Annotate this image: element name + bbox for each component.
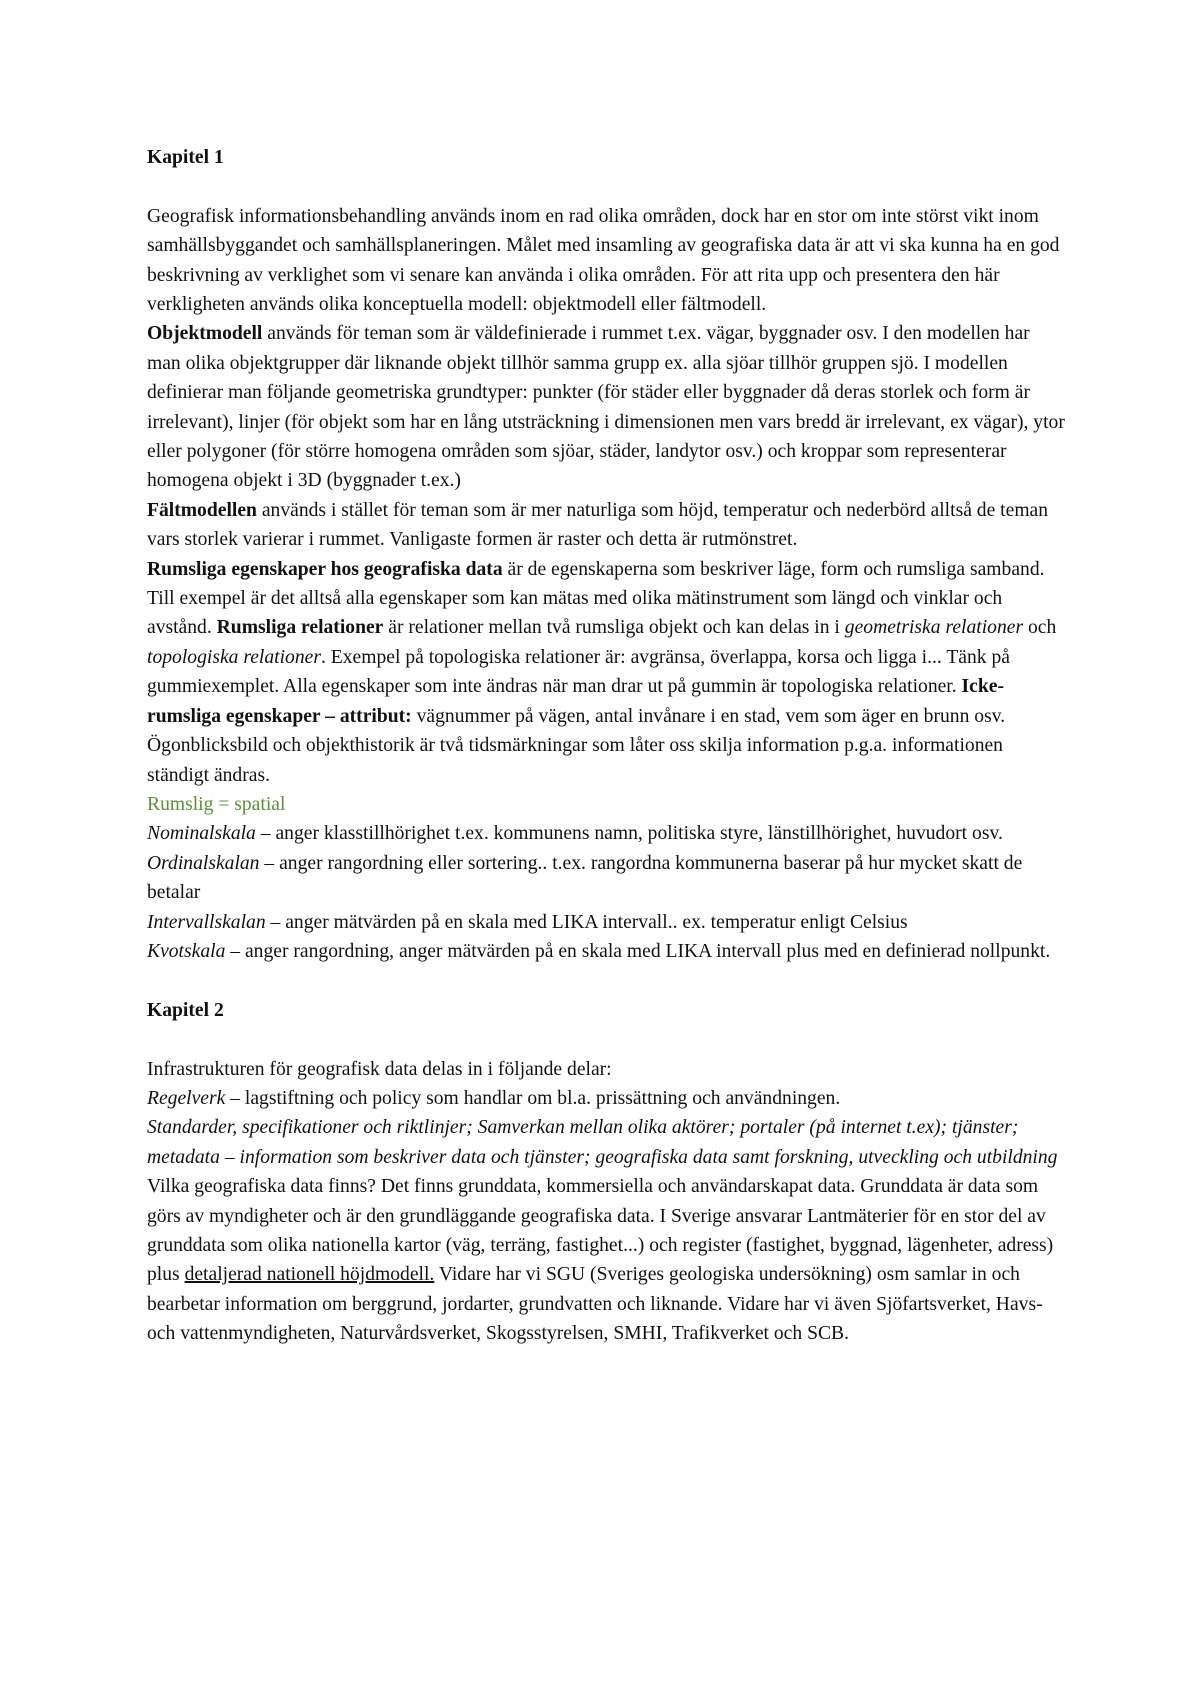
chapter-1-intro-paragraph: Geografisk informationsbehandling används inom en rad olika områden, dock har en stor om inte störst vikt inom samhällsbyggandet och samhällsplaneringen. Målet med insamling av geografiska data är att vi ska kunna ha en god beskrivning av verklighet som vi senare kan använda i olika områden. För att rita upp och presentera den här verkligheten används olika konceptuella modell: objektmodell eller fältmodell. [147, 205, 1060, 316]
regelverk-text: – lagstiftning och policy som handlar om bl.a. prissättning och användningen. [225, 1087, 841, 1109]
scale-text: – anger rangordning eller sortering.. t.ex. rangordna kommunerna baserar på hur mycket skatt de betalar [147, 852, 1023, 904]
rumsliga-egenskaper-term: Rumsliga egenskaper hos geografiska data [147, 558, 503, 580]
topologiska-relationer-term: topologiska relationer [147, 646, 321, 668]
icke-rumsliga-text: vägnummer på vägen, antal invånare i en stad, vem som äger en brunn osv. Ögonblicksbild och objekthistorik är två tidsmärkningar som låter oss skilja information p.g.a. informationen ständigt ändras. [147, 705, 1006, 786]
geometriska-relationer-term: geometriska relationer [844, 617, 1024, 639]
och-connector: och [1023, 617, 1057, 639]
blank-line [147, 1025, 1067, 1054]
objektmodell-text: används för teman som är väldefinierade i rummet t.ex. vägar, byggnader osv. I den modellen har man olika objektgrupper där liknande objekt tillhör samma grupp ex. alla sjöar tillhör gruppen sjö. I modellen definierar man följande geometriska grundtyper: punkter (för städer eller byggnader då deras storlek och form är irrelevant), linjer (för objekt som har en lång utsträckning i dimensionen men vars bredd är irrelevant, ex vägar), ytor eller polygoner (för större homogena områden som sjöar, städer, landytor osv.) och kroppar som representerar homogena objekt i 3D (byggnader t.ex.) [147, 323, 1065, 492]
scale-text: – anger mätvärden på en skala med LIKA intervall.. ex. temperatur enligt Celsius [265, 911, 908, 933]
rumsliga-relationer-text: är relationer mellan två rumsliga objekt och kan delas in i [383, 617, 845, 639]
scale-item [147, 819, 1067, 848]
chapter-2-heading: Kapitel 2 [147, 999, 224, 1021]
blank-line [147, 966, 1067, 995]
chapter-2-intro: Infrastrukturen för geografisk data delas in i följande delar: [147, 1058, 612, 1080]
rumslig-spatial-note: Rumslig = spatial [147, 793, 286, 815]
scale-item [147, 849, 1067, 908]
rumsliga-egenskaper-paragraph [147, 555, 1067, 790]
scale-text: – anger klasstillhörighet t.ex. kommunens namn, politiska styre, länstillhörighet, huvudort osv. [255, 823, 1003, 845]
regelverk-paragraph [147, 1084, 1067, 1113]
scale-term: Intervallskalan [147, 911, 266, 933]
grunddata-text-continued: Vidare har vi SGU (Sveriges geologiska undersökning) osm samlar in och bearbetar information om berggrund, jordarter, grundvatten och liknande. Vidare har vi även Sjöfartsverket, Havs- och vattenmyndigheten, Naturvårdsverket, Skogsstyrelsen, SMHI, Trafikverket och SCB. [147, 1264, 1043, 1345]
icke-rumsliga-term: Icke-rumsliga egenskaper – attribut: [147, 676, 1004, 727]
grunddata-text: Vilka geografiska data finns? Det finns grunddata, kommersiella och användarskapat data. Grunddata är data som görs av myndigheter och är den grundläggande geografiska data. I Sverige ansvarar Lantmäterier för en stor del av grunddata som olika nationella kartor (väg, terräng, fastighet...) och register (fastighet, byggnad, lägenheter, adress) plus [147, 1176, 1054, 1286]
standards-paragraph [147, 1113, 1067, 1172]
blank-line [147, 172, 1067, 201]
regelverk-term: Regelverk [147, 1087, 226, 1109]
faltmodellen-paragraph [147, 496, 1067, 555]
scale-text: – anger rangordning, anger mätvärden på en skala med LIKA intervall plus med en definierad nollpunkt. [225, 940, 1051, 962]
scale-item [147, 937, 1067, 966]
chapter-1-heading: Kapitel 1 [147, 147, 224, 168]
scale-term: Nominalskala [147, 823, 256, 845]
scale-item [147, 908, 1067, 937]
objektmodell-term: Objektmodell [147, 323, 263, 345]
faltmodellen-text: används i stället för teman som är mer naturliga som höjd, temperatur och nederbörd alltså de teman vars storlek varierar i rummet. Vanligaste formen är raster och detta är rutmönstret. [147, 499, 1049, 551]
objektmodell-paragraph [147, 319, 1067, 495]
scale-term: Ordinalskalan [147, 852, 260, 874]
standards-text: Standarder, specifikationer och riktlinjer; Samverkan mellan olika aktörer; portaler (på internet t.ex); tjänster; metadata – information som beskriver data och tjänster; geografiska data samt forskning, utveckling och utbildning [147, 1117, 1058, 1168]
rumsliga-egenskaper-text: är de egenskaperna som beskriver läge, form och rumsliga samband. Till exempel är det alltså alla egenskaper som kan mätas med olika mätinstrument som längd och vinklar och avstånd. [147, 558, 1045, 639]
hojdmodell-underlined: detaljerad nationell höjdmodell. [184, 1264, 435, 1286]
scale-term: Kvotskala [147, 940, 226, 962]
rumsliga-relationer-term: Rumsliga relationer [216, 617, 384, 639]
grunddata-paragraph [147, 1172, 1067, 1348]
faltmodellen-term: Fältmodellen [147, 499, 257, 521]
document-body [147, 143, 1067, 1349]
topologiska-relationer-text: . Exempel på topologiska relationer är: avgränsa, överlappa, korsa och ligga i... Tänk på gummiexemplet. Alla egenskaper som inte ändras när man drar ut på gummin är topologiska relationer. [147, 646, 1010, 698]
